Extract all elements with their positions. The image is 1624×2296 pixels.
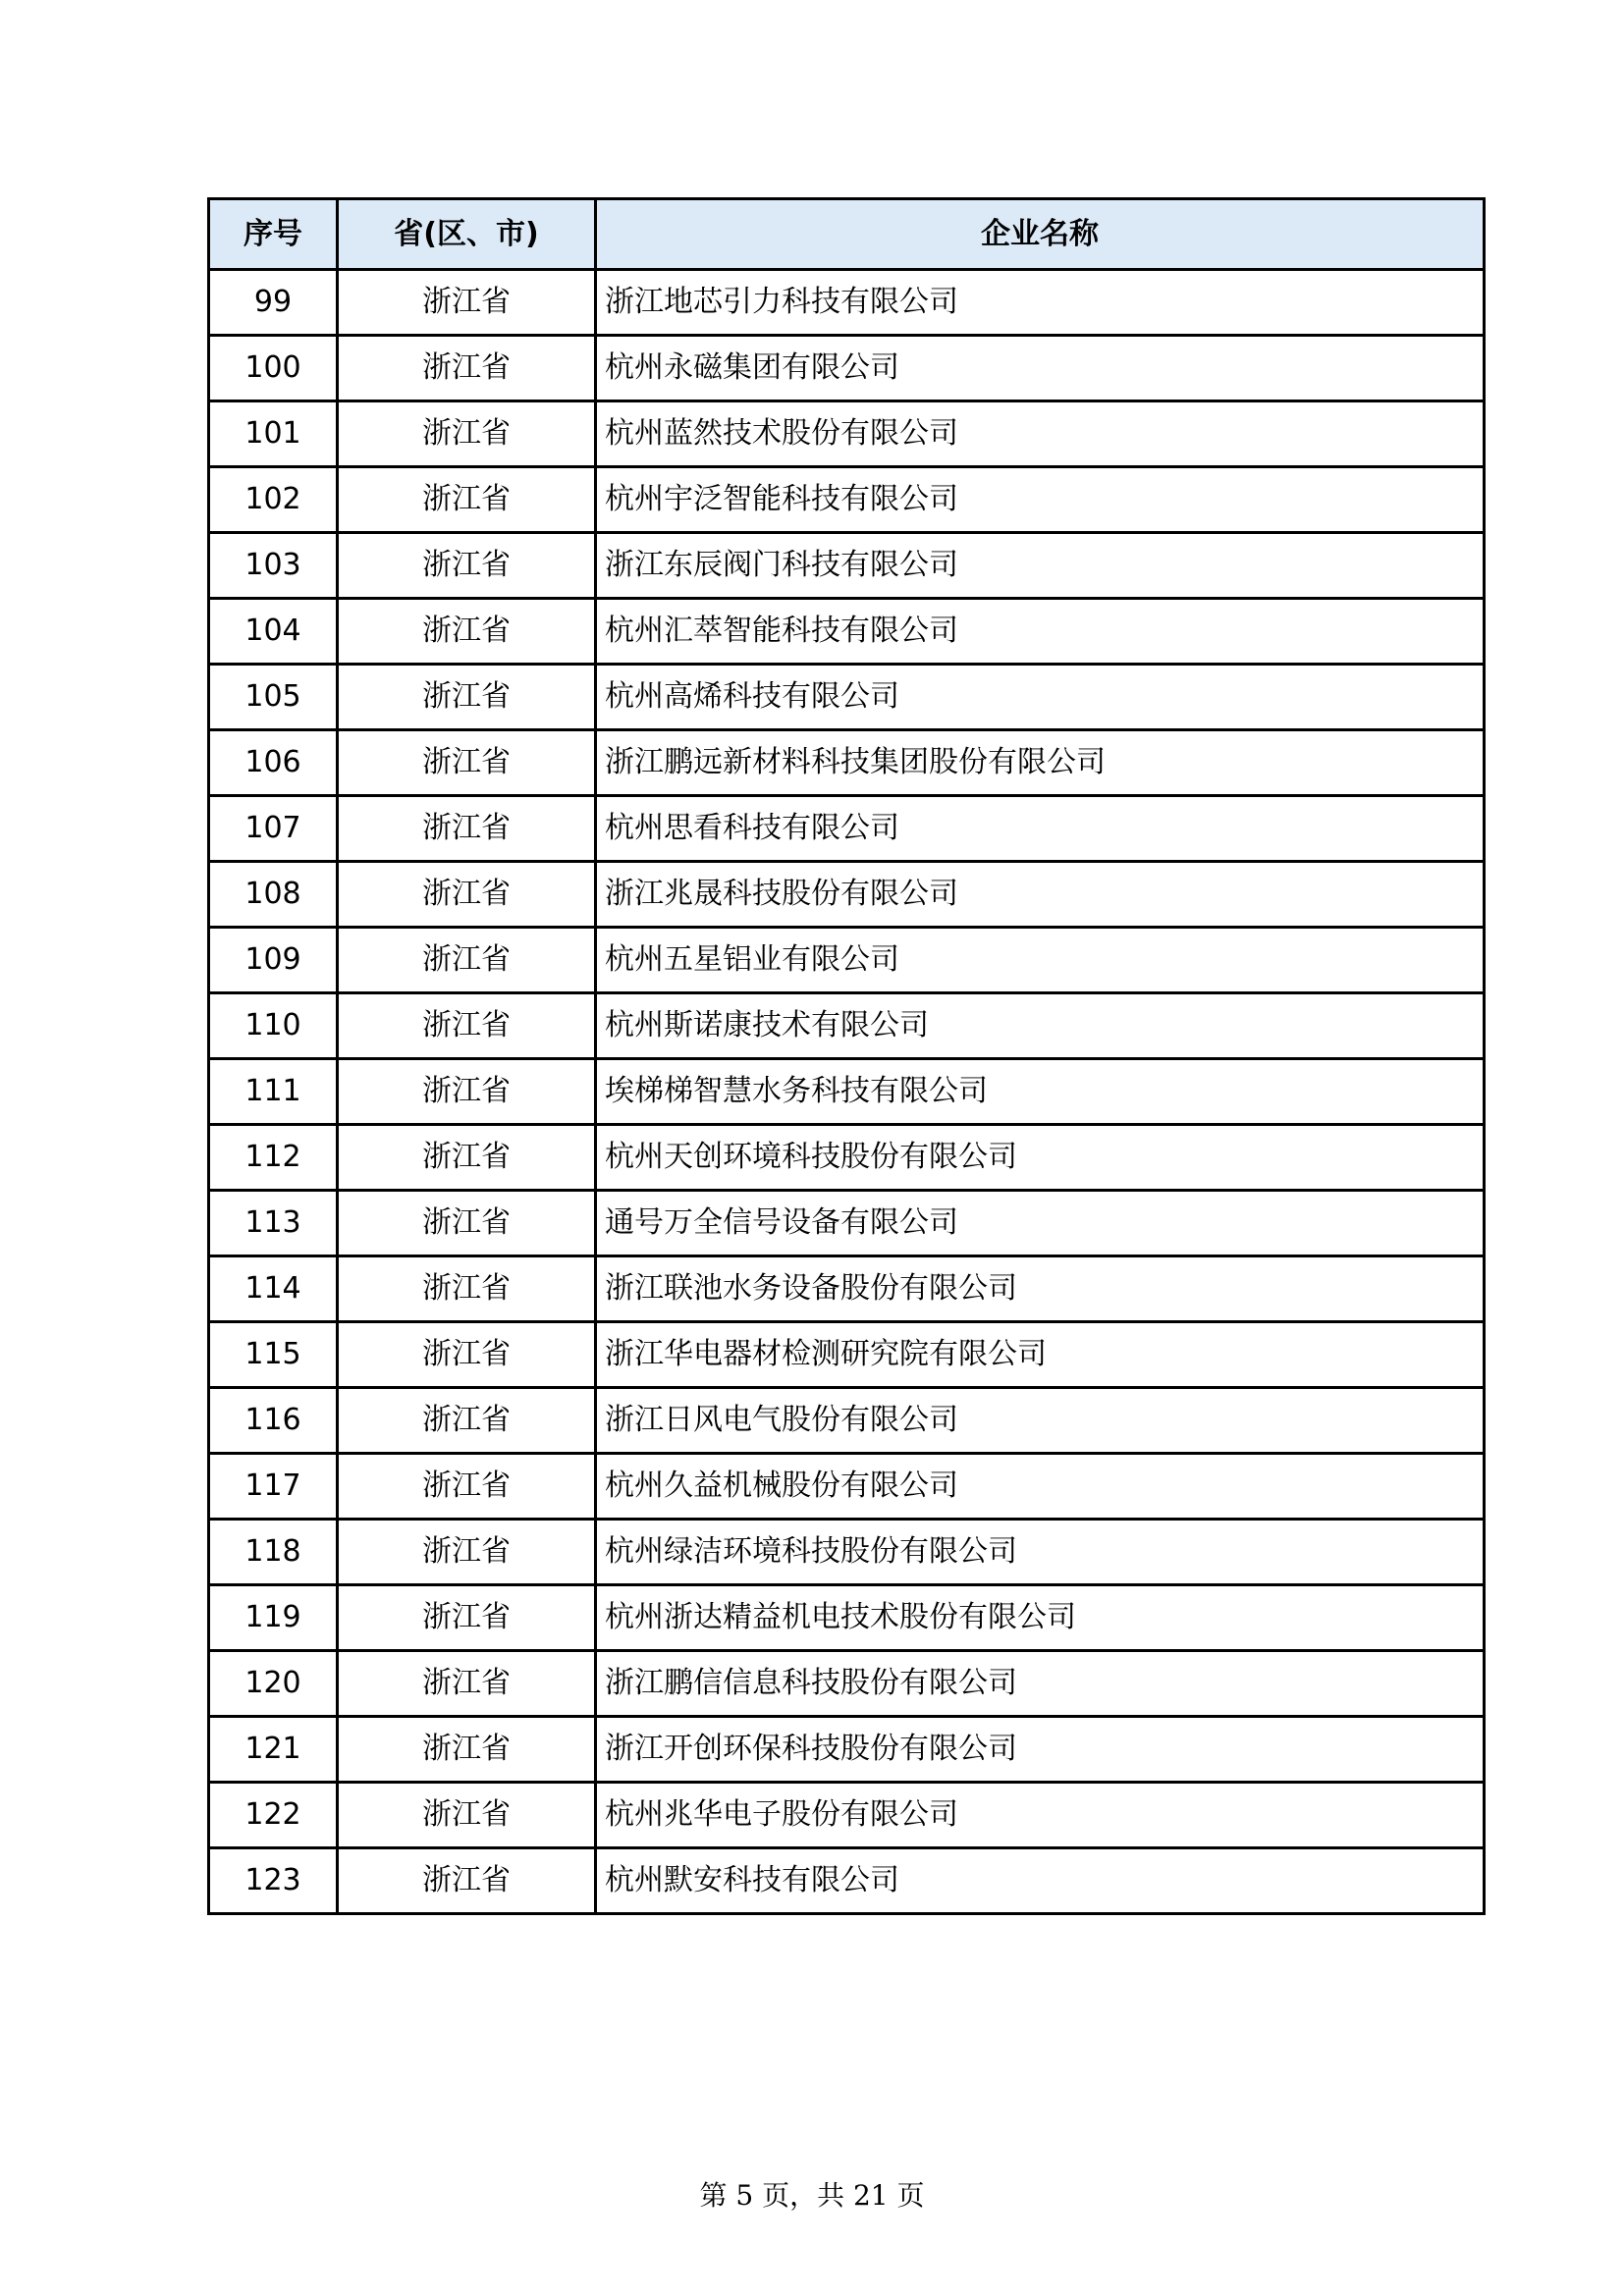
province-cell: 浙江省 [338,1125,596,1191]
company-name-cell: 杭州高烯科技有限公司 [596,665,1485,730]
table-body [209,270,1485,1914]
company-name-cell: 杭州五星铝业有限公司 [596,928,1485,993]
company-name-cell: 杭州默安科技有限公司 [596,1848,1485,1914]
serial-number-cell: 122 [209,1783,338,1848]
company-name-cell: 杭州思看科技有限公司 [596,796,1485,862]
company-name-cell: 杭州天创环境科技股份有限公司 [596,1125,1485,1191]
serial-number-cell: 117 [209,1454,338,1520]
serial-number-cell: 100 [209,336,338,401]
company-name-cell: 杭州斯诺康技术有限公司 [596,993,1485,1059]
table-row [209,928,1485,993]
province-cell: 浙江省 [338,862,596,928]
table-row [209,1651,1485,1717]
header-company-name: 企业名称 [596,199,1485,270]
province-cell: 浙江省 [338,1717,596,1783]
province-cell: 浙江省 [338,1191,596,1256]
company-name-cell: 浙江鹏信信息科技股份有限公司 [596,1651,1485,1717]
province-cell: 浙江省 [338,928,596,993]
province-cell: 浙江省 [338,1454,596,1520]
province-cell: 浙江省 [338,1848,596,1914]
table-row [209,1191,1485,1256]
province-cell: 浙江省 [338,1585,596,1651]
header-row [209,199,1485,270]
serial-number-cell: 102 [209,467,338,533]
company-name-cell: 杭州宇泛智能科技有限公司 [596,467,1485,533]
table-row [209,1454,1485,1520]
table-row [209,665,1485,730]
serial-number-cell: 120 [209,1651,338,1717]
province-cell: 浙江省 [338,665,596,730]
company-name-cell: 浙江开创环保科技股份有限公司 [596,1717,1485,1783]
company-name-cell: 浙江东辰阀门科技有限公司 [596,533,1485,599]
serial-number-cell: 109 [209,928,338,993]
table-row [209,730,1485,796]
header-province: 省(区、市) [338,199,596,270]
province-cell: 浙江省 [338,1651,596,1717]
province-cell: 浙江省 [338,1388,596,1454]
serial-number-cell: 112 [209,1125,338,1191]
table-row [209,1520,1485,1585]
company-name-cell: 浙江联池水务设备股份有限公司 [596,1256,1485,1322]
serial-number-cell: 105 [209,665,338,730]
serial-number-cell: 110 [209,993,338,1059]
province-cell: 浙江省 [338,467,596,533]
serial-number-cell: 108 [209,862,338,928]
serial-number-cell: 116 [209,1388,338,1454]
company-name-cell: 浙江华电器材检测研究院有限公司 [596,1322,1485,1388]
province-cell: 浙江省 [338,1783,596,1848]
province-cell: 浙江省 [338,796,596,862]
table-row [209,1059,1485,1125]
serial-number-cell: 113 [209,1191,338,1256]
table-row [209,1717,1485,1783]
company-table [207,197,1486,1915]
table-row [209,862,1485,928]
table-row [209,993,1485,1059]
table-row [209,336,1485,401]
table-row [209,796,1485,862]
serial-number-cell: 114 [209,1256,338,1322]
table-row [209,1256,1485,1322]
serial-number-cell: 106 [209,730,338,796]
company-name-cell: 杭州兆华电子股份有限公司 [596,1783,1485,1848]
province-cell: 浙江省 [338,533,596,599]
serial-number-cell: 118 [209,1520,338,1585]
province-cell: 浙江省 [338,401,596,467]
table-row [209,401,1485,467]
province-cell: 浙江省 [338,1322,596,1388]
company-name-cell: 浙江兆晟科技股份有限公司 [596,862,1485,928]
table-row [209,533,1485,599]
table-row [209,599,1485,665]
serial-number-cell: 119 [209,1585,338,1651]
page-number-text: 第 5 页，共 21 页 [699,2179,925,2212]
table-row [209,1322,1485,1388]
table-row [209,270,1485,336]
company-name-cell: 浙江地芯引力科技有限公司 [596,270,1485,336]
serial-number-cell: 99 [209,270,338,336]
serial-number-cell: 103 [209,533,338,599]
province-cell: 浙江省 [338,1520,596,1585]
table-row [209,1848,1485,1914]
serial-number-cell: 107 [209,796,338,862]
company-name-cell: 杭州永磁集团有限公司 [596,336,1485,401]
company-name-cell: 杭州久益机械股份有限公司 [596,1454,1485,1520]
table-row [209,1388,1485,1454]
company-name-cell: 杭州汇萃智能科技有限公司 [596,599,1485,665]
serial-number-cell: 123 [209,1848,338,1914]
company-name-cell: 浙江日风电气股份有限公司 [596,1388,1485,1454]
company-name-cell: 通号万全信号设备有限公司 [596,1191,1485,1256]
serial-number-cell: 111 [209,1059,338,1125]
province-cell: 浙江省 [338,993,596,1059]
company-name-cell: 浙江鹏远新材料科技集团股份有限公司 [596,730,1485,796]
table-row [209,467,1485,533]
serial-number-cell: 101 [209,401,338,467]
table-row [209,1783,1485,1848]
table-header [209,199,1485,270]
company-name-cell: 埃梯梯智慧水务科技有限公司 [596,1059,1485,1125]
province-cell: 浙江省 [338,270,596,336]
table-row [209,1585,1485,1651]
header-serial-number: 序号 [209,199,338,270]
province-cell: 浙江省 [338,730,596,796]
page-footer [0,2180,1624,2212]
province-cell: 浙江省 [338,336,596,401]
province-cell: 浙江省 [338,1256,596,1322]
company-name-cell: 杭州绿洁环境科技股份有限公司 [596,1520,1485,1585]
province-cell: 浙江省 [338,1059,596,1125]
province-cell: 浙江省 [338,599,596,665]
company-name-cell: 杭州蓝然技术股份有限公司 [596,401,1485,467]
serial-number-cell: 115 [209,1322,338,1388]
table-row [209,1125,1485,1191]
serial-number-cell: 121 [209,1717,338,1783]
company-name-cell: 杭州浙达精益机电技术股份有限公司 [596,1585,1485,1651]
serial-number-cell: 104 [209,599,338,665]
